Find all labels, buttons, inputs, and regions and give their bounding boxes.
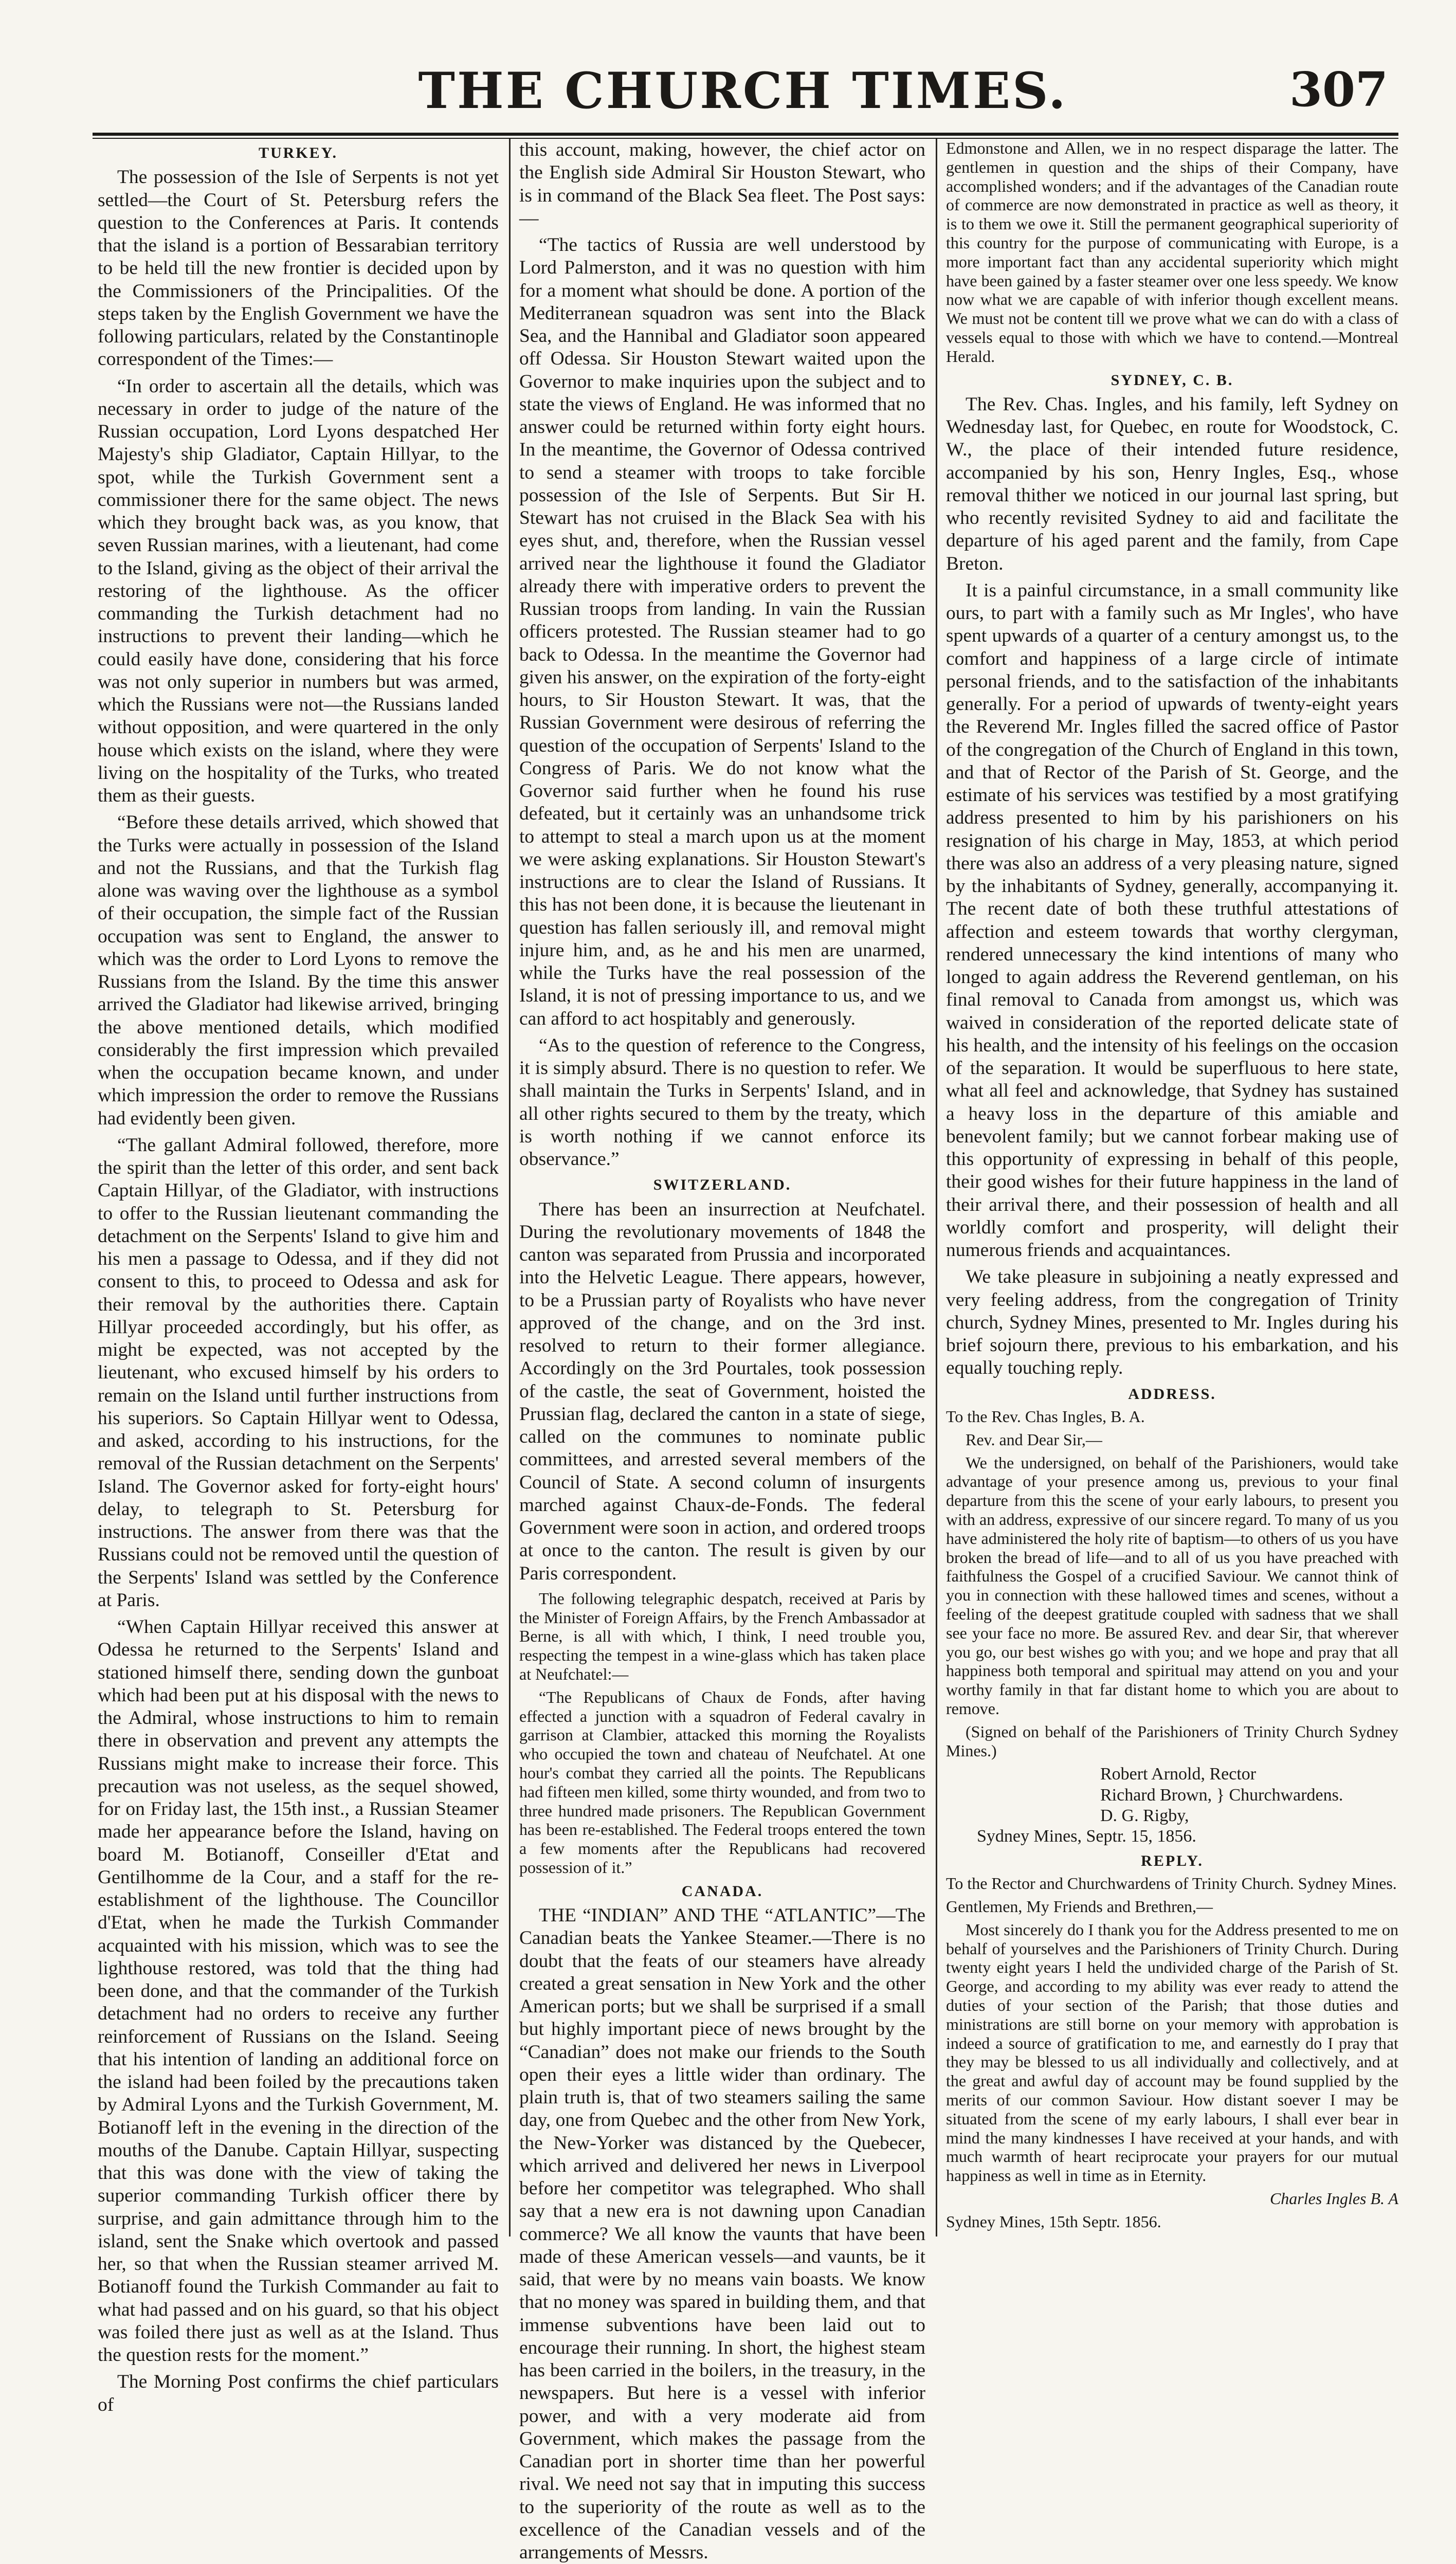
address-salutation: Rev. and Dear Sir,— bbox=[966, 1430, 1102, 1449]
address-body: We the undersigned, on behalf of the Parishioners, would take advantage of your presence among us, previous to your final departure from this the scene of your early labours, to present you with an address, expressive of our sincere regard. To many of us you have administered the holy rite of baptism—to others of us you have broken the bread of life—and to all of us you have preached with faithfulness the Gospel of a crucified Saviour. We cannot think of you in connection with these hallowed times and scenes, without a feeling of the deepest gratitude coupled with sadness that we shall see your face no more. Be assured Rev. and dear Sir, that wherever you go, our best wishes go with you; and we hope and pray that all happiness both temporal and spiritual may attend on you and your worthy family in that far distant home to which you are about to remove. bbox=[946, 1453, 1398, 1718]
article-paragraph: The Morning Post confirms the chief particulars of bbox=[98, 2371, 499, 2415]
article-paragraph: “In order to ascertain all the details, which was necessary in order to judge of the nature of the Russian occupation, Lord Lyons despatched Her Majesty's ship Gladiator, Captain Hillyar, to the spot, while the Turkish Government sent a commissioner there for the same object. The news which they brought back was, as you know, that seven Russian marines, with a lieutenant, had come to the Island, giving as the object of their arrival the restoring of the lighthouse. As the officer commanding the Turkish detachment had no instructions to prevent their landing—which he could easily have done, considering that his force was not only superior in numbers but was armed, which the Russians were not—the Russians landed without opposition, and were quartered in the only house which exists on the island, where they were living on the hospitality of the Turks, who treated them as their guests. bbox=[98, 375, 499, 807]
page-number: 307 bbox=[1289, 62, 1388, 117]
article-paragraph: this account, making, however, the chief actor on the English side Admiral Sir Houston Stewart, who is in command of the Black Sea fleet. The Post says:— bbox=[519, 139, 925, 229]
masthead bbox=[93, 57, 1393, 144]
section-heading-sydney: SYDNEY, C. B. bbox=[1111, 371, 1234, 389]
section-heading-turkey: TURKEY. bbox=[258, 144, 338, 161]
newspaper-title: THE CHURCH TIMES. bbox=[418, 62, 1068, 120]
signatory: Robert Arnold, Rector bbox=[1100, 1765, 1257, 1784]
article-paragraph: THE “INDIAN” AND THE “ATLANTIC”—The Canadian beats the Yankee Steamer.—There is no doubt that the feats of our steamers have already created a great sensation in New York and the other American ports; but we shall be surprised if a small but highly important piece of news brought by the “Canadian” does not make our friends to the South open their eyes a little wider than ordinary. The plain truth is, that of two steamers sailing the same day, one from Quebec and the other from New York, the New-Yorker was distanced by the Quebecer, which arrived and delivered her news in Liverpool before her competitor was telegraphed. Who shall say that a new era is not dawning upon Canadian commerce? We all know the vaunts that have been made of these American vessels—and vaunts, be it said, that were by no means vain boasts. We know that no money was spared in building them, and that immense subventions have been laid out to encourage their running. In short, the highest steam has been carried in the boilers, in the treasury, in the newspapers. But here is a vessel with inferior power, and with a very moderate aid from Government, which makes the passage from the Canadian port in shorter time than her powerful rival. We need not say that in imputing this success to the superiority of the route as well as to the excellence of the Canadian vessels and of the arrangements of Messrs. bbox=[519, 1905, 925, 2563]
article-paragraph: “Before these details arrived, which showed that the Turks were actually in possession of the Island and not the Russians, and that the Turkish flag alone was waving over the lighthouse as a symbol of their occupation, the simple fact of the Russian occupation was sent to England, the answer to which was the order to Lord Lyons to remove the Russians from the Island. By the time this answer arrived the Gladiator had likewise arrived, bringing the above mentioned details, which modified considerably the first impression which prevailed when the occupation became known, and under which impression the order to remove the Russians had evidently been given. bbox=[98, 812, 499, 1129]
reply-date: Sydney Mines, 15th Septr. 1856. bbox=[946, 2212, 1161, 2231]
article-paragraph: There has been an insurrection at Neufchatel. During the revolutionary movements of 1848 the canton was separated from Prussia and incorporated into the Helvetic League. There appears, however, to be a Prussian party of Royalists who have never approved of the change, and on the 3rd inst. resolved to return to their former allegiance. Accordingly on the 3rd Pourtales, took possession of the castle, the seat of Government, hoisted the Prussian flag, declared the canton in a state of siege, called on the communes to nominate public committees, and arrested several members of the Council of State. A second column of insurgents marched against Chaux-de-Fonds. The federal Government were soon in action, and ordered troops at once to the canton. The result is given by our Paris correspondent. bbox=[519, 1198, 925, 1584]
column-1 bbox=[98, 139, 499, 2415]
article-paragraph: The following telegraphic despatch, received at Paris by the Minister of Foreign Affairs, by the French Ambassador at Berne, is all with which, I think, I need trouble you, respecting the tempest in a wine-glass which has taken place at Neufchatel:— bbox=[519, 1589, 925, 1684]
article-paragraph: It is a painful circumstance, in a small community like ours, to part with a family such as Mr Ingles', who have spent upwards of a quarter of a century amongst us, to the comfort and happiness of a large circle of intimate personal friends, and to the satisfaction of the inhabitants generally. For a period of upwards of twenty-eight years the Reverend Mr. Ingles filled the sacred office of Pastor of the congregation of the Church of England in this town, and that of Rector of the Parish of St. George, and the estimate of his services was testified by a most gratifying address presented to him by his parishioners on his resignation of his charge in May, 1853, at which period there was also an address of a very pleasing nature, signed by the inhabitants of Sydney, generally, accompanying it. The recent date of both these truthful attestations of affection and esteem towards that worthy clergyman, rendered unnecessary the kind intentions of many who longed to again address the Reverend gentleman, on his final removal to Canada from amongst us, which was waived in consideration of the reported delicate state of his health, and the intensity of his feelings on the occasion of the separation. It would be superfluous to here state, what all feel and acknowledge, that Sydney has sustained a heavy loss in the departure of this amiable and benevolent family; but we cannot forbear making use of this opportunity of expressing in behalf of this people, their good wishes for their future happiness in the land of their arrival there, and their possession of health and all worldly comfort and prosperity, will delight their numerous friends and acquaintances. bbox=[946, 579, 1398, 1261]
column-divider bbox=[936, 139, 937, 2236]
article-paragraph: We take pleasure in subjoining a neatly expressed and very feeling address, from the congregation of Trinity church, Sydney Mines, presented to Mr. Ingles during his brief sojourn there, previous to his embarkation, and his equally touching reply. bbox=[946, 1266, 1398, 1379]
reply-body: Most sincerely do I thank you for the Address presented to me on behalf of yourselves and the Parishioners of Trinity Church. During twenty eight years I held the undivided charge of the Parish of St. George, and according to my ability was ever ready to attend the duties of your section of the Parish; that those duties and ministrations are still borne on your memory with approbation is indeed a source of gratification to me, and earnestly do I pray that they may be blessed to us all individually and collectively, and at the great and awful day of account may be found supplied by the merits of our common Saviour. How distant soever I may be situated from the scene of my early labours, I shall ever bear in mind the many kindnesses I have received at your hands, and with much warmth of heart reciprocate your prayers for our mutual happiness as well in time as in Eternity. bbox=[946, 1920, 1398, 2185]
article-paragraph: Edmonstone and Allen, we in no respect disparage the latter. The gentlemen in question and the ships of their Company, have accomplished wonders; and if the advantages of the Canadian route of commerce are now demonstrated in practice as well as theory, it is to them we owe it. Still the permanent geographical superiority of this country for the purpose of communicating with Europe, is a more important fact than any accidental superiority which might have been gained by a faster steamer over one less speedy. We know now what we are capable of with inferior though excellent means. We must not be content till we prove what we can do with a class of vessels equal to those with which we have to contend.—Montreal Herald. bbox=[946, 139, 1398, 366]
section-heading-reply: REPLY. bbox=[1141, 1852, 1204, 1869]
article-paragraph: “The tactics of Russia are well understood by Lord Palmerston, and it was no question with him for a moment what should be done. A portion of the Mediterranean squadron was sent into the Black Sea, and the Hannibal and Gladiator soon appeared off Odessa. Sir Houston Stewart waited upon the Governor to make inquiries upon the subject and to state the views of England. He was informed that no answer could be returned within forty eight hours. In the meantime, the Governor of Odessa contrived to send a steamer with troops to take forcible possession of the Isle of Serpents. But Sir H. Stewart has not cruised in the Black Sea with his eyes shut, and, therefore, when the Russian vessel arrived near the lighthouse it found the Gladiator already there with imperative orders to prevent the Russian troops from landing. In vain the Russian officers protested. The Russian steamer had to go back to Odessa. In the meantime the Governor had given his answer, on the expiration of the forty-eight hours, to Sir Houston Stewart. It was, that the Russian Government were desirous of referring the question of the occupation of Serpents' Island to the Congress of Paris. We do not know what the Governor said further when he found his ruse defeated, but it certainly was an unhandsome trick to attempt to steal a march upon us at the moment we were asking explanations. Sir Houston Stewart's instructions are to clear the Island of Russians. It this has not been done, it is because the lieutenant in question has fallen seriously ill, and removal might injure him, and, as he and his men are unarmed, while the Turks have the real possession of the Island, it is not of pressing importance to us, and we can afford to act hospitably and generously. bbox=[519, 234, 925, 1029]
article-paragraph: “When Captain Hillyar received this answer at Odessa he returned to the Serpents' Island and stationed himself there, sending down the gunboat which had been put at his disposal with the news to the Admiral, whose instructions to him to remain there in observation and prevent any attempts the Russians might make to increase their force. This precaution was not useless, as the sequel showed, for on Friday last, the 15th inst., a Russian Steamer made her appearance before the Island, having on board M. Botianoff, Conseiller d'Etat and Gentilhomme de la Cour, and a staff for the re-establishment of the lighthouse. The Councillor d'Etat, when he made the Turkish Commander acquainted with his mission, which was to see the lighthouse restored, was told that the thing had been done, and that the commander of the Turkish detachment had no orders to receive any further reinforcement of Russians on the Island. Seeing that his intention of landing an additional force on the island had been foiled by the precautions taken by Admiral Lyons and the Turkish Government, M. Botianoff left in the evening in the direction of the mouths of the Danube. Captain Hillyar, suspecting that this was done with the view of taking the superior commanding Turkish officer there by surprise, and gain admittance through him to the island, sent the Snake which overtook and passed her, so that when the Russian steamer arrived M. Botianoff found the Turkish Commander au fait to what had passed and on his guard, so that his object was foiled there just as well as at the Island. Thus the question rests for the moment.” bbox=[98, 1616, 499, 2366]
article-paragraph: “The Republicans of Chaux de Fonds, after having effected a junction with a squadron of Federal cavalry in garrison at Clambier, attacked this morning the Royalists who occupied the town and chateau of Neufchatel. At one hour's combat they carried all the points. The Republicans had fifteen men killed, some thirty wounded, and from two to three hundred made prisoners. The Republican Government has been re-established. The Federal troops entered the town a few moments after the Republicans had recovered possession of it.” bbox=[519, 1687, 925, 1877]
article-paragraph: “The gallant Admiral followed, therefore, more the spirit than the letter of this order, and sent back Captain Hillyar, of the Gladiator, with instructions to offer to the Russian lieutenant commanding the detachment on the Serpents' Island to give him and his men a passage to Odessa, and if they did not consent to this, to proceed to Odessa and ask for their removal by the authorities there. Captain Hillyar proceeded accordingly, but his offer, as might be expected, was not accepted by the lieutenant, who excused himself by his orders to remain on the Island until further instructions from his superiors. So Captain Hillyar went to Odessa, and asked, according to his instructions, for the removal of the Russian detachment on the Serpents' Island. The Governor asked for forty-eight hours' delay, to telegraph to St. Petersburg for instructions. The answer from there was that the Russians could not be removed until the question of the Serpents' Island was settled by the Conference at Paris. bbox=[98, 1134, 499, 1611]
signatories bbox=[946, 1764, 1398, 1846]
address-signed-note: (Signed on behalf of the Parishioners of Trinity Church Sydney Mines.) bbox=[946, 1722, 1398, 1760]
section-heading-switzerland: SWITZERLAND. bbox=[653, 1176, 792, 1194]
signatory: Richard Brown, } Churchwardens. bbox=[1100, 1785, 1343, 1805]
address-date: Sydney Mines, Septr. 15, 1856. bbox=[977, 1826, 1196, 1846]
article-paragraph: The Rev. Chas. Ingles, and his family, left Sydney on Wednesday last, for Quebec, en route for Woodstock, C. W., the place of their intended future residence, accompanied by his son, Henry Ingles, Esq., whose removal thither we noticed in our journal last spring, but who recently revisited Sydney to aid and facilitate the departure of his aged parent and the family, from Cape Breton. bbox=[946, 393, 1398, 574]
column-3 bbox=[946, 139, 1398, 2236]
section-heading-address: ADDRESS. bbox=[1128, 1385, 1216, 1403]
masthead-rule-thick bbox=[93, 133, 1398, 136]
section-heading-canada: CANADA. bbox=[681, 1882, 763, 1900]
article-paragraph: The possession of the Isle of Serpents is not yet settled—the Court of St. Petersburg refers the question to the Conferences at Paris. It contends that the island is a portion of Bessarabian territory to be held till the new frontier is decided upon by the Commissioners of the Principalities. Of the steps taken by the English Government we have the following particulars, related by the Constantinople correspondent of the Times:— bbox=[98, 167, 499, 370]
column-divider bbox=[509, 139, 511, 2236]
article-paragraph: “As to the question of reference to the Congress, it is simply absurd. There is no question to refer. We shall maintain the Turks in Serpents' Island, and in all other rights secured to them by the treaty, which is worth nothing if we cannot enforce its observance.” bbox=[519, 1034, 925, 1170]
reply-signature: Charles Ingles B. A bbox=[1269, 2189, 1398, 2208]
signatory: D. G. Rigby, bbox=[1100, 1806, 1189, 1825]
address-recipient: To the Rev. Chas Ingles, B. A. bbox=[946, 1407, 1145, 1426]
reply-salutation: Gentlemen, My Friends and Brethren,— bbox=[946, 1897, 1213, 1916]
reply-recipient: To the Rector and Churchwardens of Trinity Church. Sydney Mines. bbox=[946, 1874, 1397, 1893]
column-2 bbox=[519, 139, 925, 2563]
